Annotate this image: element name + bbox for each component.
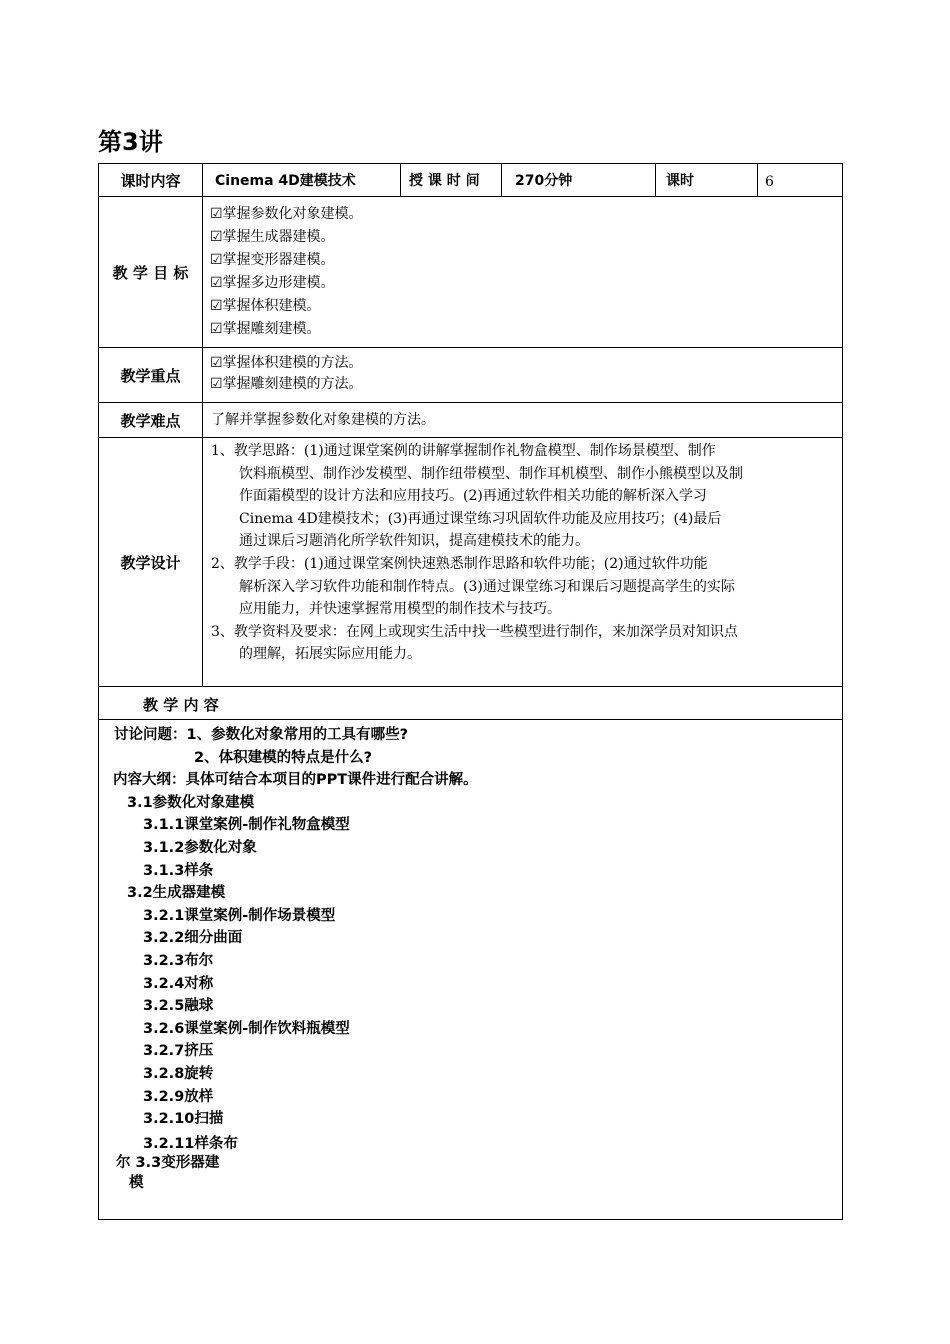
- outline-section: 3.2生成器建模: [127, 885, 226, 902]
- objectives-list: [203, 197, 842, 347]
- content-header-row: [99, 687, 842, 720]
- outline-section: 3.1参数化对象建模: [127, 794, 255, 811]
- objective-item: ☑掌握雕刻建模。: [210, 321, 321, 337]
- discussion-line: 2、体积建模的特点是什么?: [194, 749, 372, 766]
- outline-item: 尔 3.3变形器建: [116, 1155, 220, 1172]
- objective-item: ☑掌握变形器建模。: [210, 252, 335, 268]
- design-line: 饮料瓶模型、制作沙发模型、制作纽带模型、制作耳机模型、制作小熊模型以及制: [239, 465, 743, 482]
- design-line: 的理解，拓展实际应用能力。: [239, 646, 421, 663]
- outline-item: 3.2.2细分曲面: [143, 930, 243, 947]
- outline-item: 3.2.9放样: [143, 1088, 214, 1105]
- outline-item: 3.1.2参数化对象: [143, 839, 257, 856]
- outline-item: 模: [129, 1174, 144, 1191]
- outline-item: 3.2.5融球: [143, 998, 214, 1015]
- objective-item: ☑掌握生成器建模。: [210, 229, 335, 245]
- time-label: 授 课 时 间: [401, 164, 502, 196]
- outline-intro: 内容大纲：具体可结合本项目的PPT课件进行配合讲解。: [113, 772, 478, 789]
- objective-item: ☑掌握多边形建模。: [210, 275, 335, 291]
- difficulties-row: [99, 403, 842, 438]
- difficulties-label: 教学难点: [99, 403, 203, 437]
- key-point-item: ☑掌握体积建模的方法。: [210, 355, 363, 371]
- header-row: [99, 164, 842, 197]
- outline-item: 3.1.3样条: [143, 862, 214, 879]
- design-line: 2、教学手段：(1)通过课堂案例快速熟悉制作思路和软件功能；(2)通过软件功能: [211, 555, 708, 572]
- course-value: Cinema 4D建模技术: [203, 164, 401, 196]
- difficulties-text: 了解并掌握参数化对象建模的方法。: [211, 412, 435, 428]
- objectives-row: [99, 197, 842, 348]
- hours-label: 课时: [656, 164, 758, 196]
- outline-item: 3.2.7挤压: [143, 1043, 214, 1060]
- design-line: 通过课后习题消化所学软件知识，提高建模技术的能力。: [239, 533, 589, 550]
- key-point-item: ☑掌握雕刻建模的方法。: [210, 376, 363, 392]
- objective-item: ☑掌握参数化对象建模。: [210, 206, 363, 222]
- key-points-row: [99, 348, 842, 403]
- objective-item: ☑掌握体积建模。: [210, 298, 321, 314]
- outline-item: 3.2.3布尔: [143, 952, 214, 969]
- design-line: 作面霜模型的设计方法和应用技巧。(2)再通过软件相关功能的解析深入学习: [239, 488, 707, 505]
- lesson-plan-table: [98, 163, 843, 1220]
- time-value: 270分钟: [502, 164, 656, 196]
- design-line: 1、教学思路：(1)通过课堂案例的讲解掌握制作礼物盒模型、制作场景模型、制作: [211, 443, 716, 459]
- key-points-list: [203, 348, 842, 402]
- outline-item: 3.2.1课堂案例-制作场景模型: [143, 907, 336, 924]
- content-label: 教 学 内 容: [143, 696, 219, 714]
- outline-item: 3.2.10扫描: [143, 1111, 224, 1128]
- design-label: 教学设计: [99, 438, 203, 686]
- design-row: [99, 438, 842, 687]
- design-text: [203, 438, 842, 686]
- outline-item: 3.2.6课堂案例-制作饮料瓶模型: [143, 1020, 350, 1037]
- discussion-line: 讨论问题：1、参数化对象常用的工具有哪些?: [114, 727, 408, 743]
- content-body: [114, 724, 478, 1194]
- design-line: Cinema 4D建模技术；(3)再通过课堂练习巩固软件功能及应用技巧；(4)最后: [239, 510, 722, 527]
- key-points-label: 教学重点: [99, 348, 203, 402]
- hours-value: 6: [765, 174, 774, 190]
- design-line: 解析深入学习软件功能和制作特点。(3)通过课堂练习和课后习题提高学生的实际: [239, 578, 735, 595]
- outline-item: 3.2.11样条布: [143, 1135, 238, 1152]
- page-title: 第3讲: [98, 128, 163, 156]
- design-line: 3、教学资料及要求：在网上或现实生活中找一些模型进行制作，来加深学员对知识点: [211, 623, 738, 640]
- course-label: 课时内容: [99, 164, 203, 196]
- outline-item: 3.1.1课堂案例-制作礼物盒模型: [143, 817, 350, 834]
- objectives-label: 教 学 目 标: [99, 197, 203, 347]
- outline-item: 3.2.4对称: [143, 975, 214, 992]
- design-line: 应用能力，并快速掌握常用模型的制作技术与技巧。: [239, 601, 561, 618]
- outline-item: 3.2.8旋转: [143, 1065, 214, 1082]
